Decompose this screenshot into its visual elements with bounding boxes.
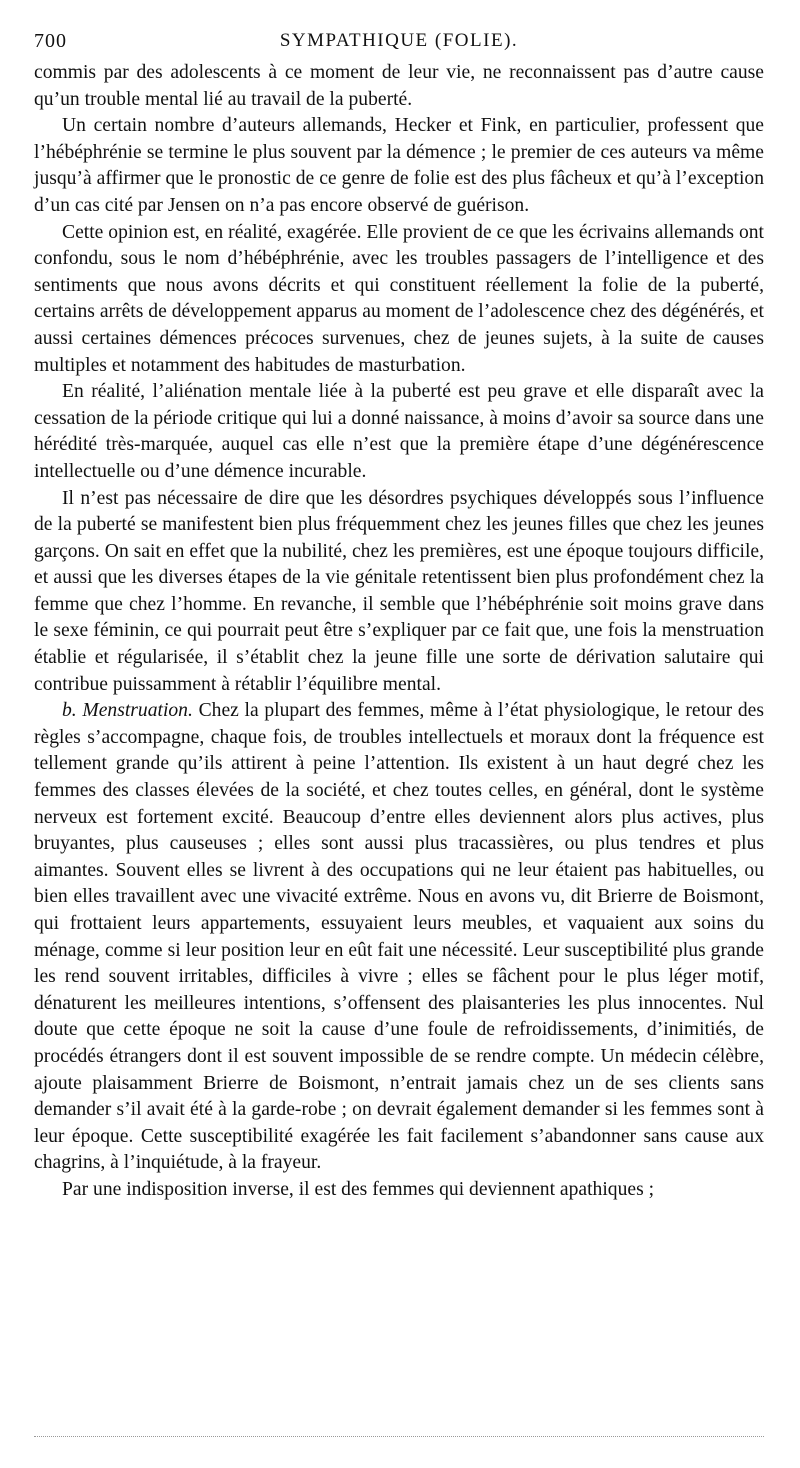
body-text [34,60,764,1204]
section-text-menstruation: Chez la plupart des femmes, même à l’état physiologique, le retour des règles s’accompagne, chaque fois, de troubles intellectuels et moraux dont la fréquence est tellement grande qu’ils attirent à peine l’attention. Ils existent à un haut degré chez les femmes des classes élevées de la société, et chez toutes celles, en général, dont le système nerveux est fortement excité. Beaucoup d’entre elles deviennent alors plus actives, plus bruyantes, plus causeuses ; elles sont aussi plus tracassières, ou plus tendres et plus aimantes. Souvent elles se livrent à des occupations qui ne leur étaient pas habituelles, ou bien elles travaillent avec une vivacité extrême. Nous en avons vu, dit Brierre de Boismont, qui frottaient leurs appartements, essuyaient leurs meubles, et vaquaient aux soins du ménage, comme si leur position leur en eût fait une nécessité. Leur susceptibilité plus grande les rend souvent irritables, difficiles à vivre ; elles se fâchent pour le plus léger motif, dénaturent les meilleures intentions, s’offensent des plaisanteries les plus innocentes. Nul doute que cette époque ne soit la cause d’une foule de refroidissements, d’inimitiés, de procédés étrangers dont il est souvent impossible de se rendre compte. Un médecin célèbre, ajoute plaisamment Brierre de Boismont, n’entrait jamais chez un de ses clients sans demander s’il avait été à la garde-robe ; on devrait également demander si les femmes sont à leur époque. Cette susceptibilité exagérée les fait facilement s’abandonner sans cause aux chagrins, à l’inquiétude, à la frayeur. [34,700,765,1174]
paragraph-hecker-fink: Un certain nombre d’auteurs allemands, Hecker et Fink, en particulier, professent que l’hébéphrénie se termine le plus souvent par la démence ; le premier de ces auteurs va même jusqu’à affirmer que le pronostic de ce genre de folie est des plus fâcheux et qu’à l’exception d’un cas cité par Jensen on n’a pas encore observé de guérison. [34,115,764,216]
running-head [34,26,764,60]
page-number: 700 [34,30,67,52]
section-heading-menstruation: b. Menstruation. [62,700,193,722]
paragraph-desordres-psychiques: Il n’est pas nécessaire de dire que les désordres psychiques développés sous l’influence de la puberté se manifestent bien plus fréquemment chez les jeunes filles que chez les jeunes garçons. On sait en effet que la nubilité, chez les premières, est une époque toujours difficile, et aussi que les diverses étapes de la vie génitale retentissent bien plus profondément chez la femme que chez l’homme. En revanche, il semble que l’hébéphrénie soit moins grave dans le sexe féminin, ce qui pourrait peut être s’expliquer par ce fait que, une fois la menstruation établie et régularisée, il s’établit chez la jeune fille une sorte de dérivation salutaire qui contribue puissamment à rétablir l’équilibre mental. [34,487,764,695]
paragraph-menstruation [34,698,764,1177]
footer-rule [34,1436,764,1437]
paragraph-opinion-exageree: Cette opinion est, en réalité, exagérée. Elle provient de ce que les écrivains allemands ont confondu, sous le nom d’hébéphrénie, avec les troubles passagers de l’intelligence et des sentiments que nous avons décrits et qui constituent réellement la folie de la puberté, certains arrêts de développement apparus au moment de l’adolescence chez des dégénérés, et aussi certaines démences précoces survenues, chez de jeunes sujets, à la suite de causes multiples et notamment des habitudes de masturbation. [34,221,764,376]
paragraph-alienation-puberte: En réalité, l’aliénation mentale liée à la puberté est peu grave et elle disparaît avec la cessation de la période critique qui lui a donné naissance, à moins d’avoir sa source dans une hérédité très-marquée, auquel cas elle n’est que la première étape d’une dégénérescence intellectuelle ou d’une démence incurable. [34,381,764,482]
running-title: SYMPATHIQUE (FOLIE). [279,30,519,51]
paragraph-final: Par une indisposition inverse, il est des femmes qui deviennent apathiques ; [62,1178,655,1200]
paragraph-continuation: commis par des adolescents à ce moment de leur vie, ne reconnaissent pas d’autre cause qu’un trouble mental lié au travail de la puberté. [34,62,764,110]
